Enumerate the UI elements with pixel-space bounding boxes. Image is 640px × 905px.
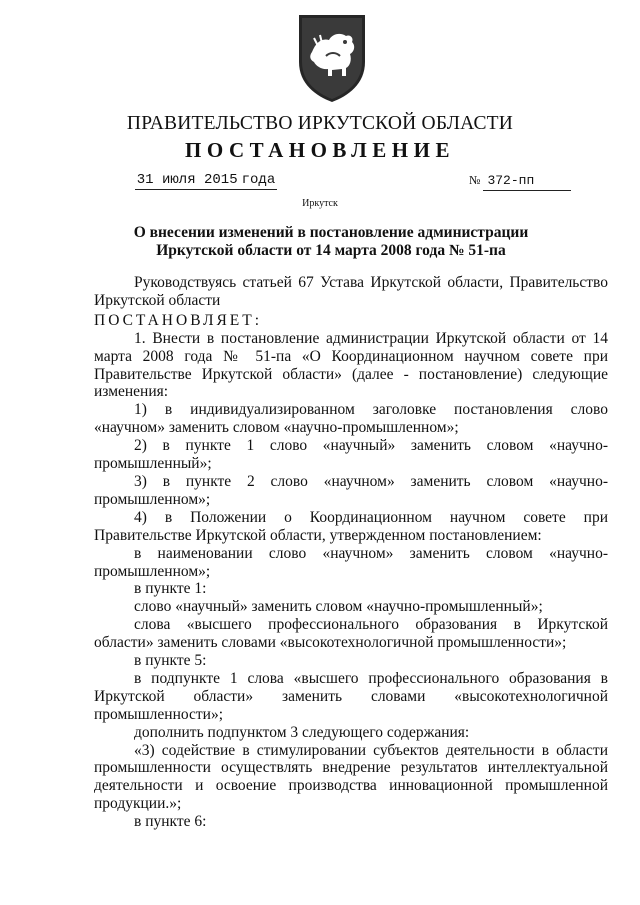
paragraph: в наименовании слово «научном» заменить словом «научно-промышленном»; bbox=[94, 544, 608, 580]
paragraph: Руководствуясь статьей 67 Устава Иркутской области, Правительство Иркутской области bbox=[94, 274, 608, 309]
document-title: О внесении изменений в постановление администрации Иркутской области от 14 марта 2008 года № 51-па bbox=[133, 224, 529, 259]
paragraph: 3) в пункте 2 слово «научном» заменить словом «научно-промышленном»; bbox=[94, 472, 608, 508]
paragraph: слово «научный» заменить словом «научно-промышленный»; bbox=[134, 598, 543, 616]
paragraph: 2) в пункте 1 слово «научный» заменить словом «научно-промышленный»; bbox=[94, 437, 608, 473]
paragraph: 1. Внести в постановление администрации Иркутской области от 14 марта 2008 года № 51-па «О Координационном научном совете при Правительстве Иркутской области» (далее - постановление) следующие изменения: bbox=[94, 329, 608, 401]
paragraph: слова «высшего профессионального образования в Иркутской области» заменить словами «высокотехнологичной промышленности»; bbox=[94, 616, 608, 652]
number-value: 372-пп bbox=[483, 172, 571, 191]
decree-keyword: ПОСТАНОВЛЯЕТ: bbox=[94, 311, 263, 329]
coat-of-arms-icon bbox=[296, 12, 368, 104]
city: Иркутск bbox=[302, 198, 338, 209]
paragraph: 1) в индивидуализированном заголовке постановления слово «научном» заменить словом «научно-промышленном»; bbox=[94, 401, 608, 437]
paragraph: дополнить подпунктом 3 следующего содержания: bbox=[134, 723, 470, 741]
document-date bbox=[135, 172, 277, 190]
paragraph: 4) в Положении о Координационном научном совете при Правительстве Иркутской области, утвержденном постановлением: bbox=[94, 508, 608, 544]
document-type: ПОСТАНОВЛЕНИЕ bbox=[185, 138, 455, 162]
paragraph: «3) содействие в стимулировании субъектов деятельности в области промышленности осуществлять внедрение результатов интеллектуальной деятельности и освоение производства инновационной промышленной продукции.»; bbox=[94, 741, 608, 813]
government-name: ПРАВИТЕЛЬСТВО ИРКУТСКОЙ ОБЛАСТИ bbox=[126, 113, 514, 134]
paragraph: в пункте 6: bbox=[134, 813, 207, 831]
paragraph: в пункте 1: bbox=[134, 580, 207, 598]
date-suffix: года bbox=[241, 172, 276, 188]
document-body bbox=[94, 274, 608, 831]
number-sign: № bbox=[469, 173, 481, 187]
paragraph: в пункте 5: bbox=[134, 652, 207, 670]
date-value: 31 июля 2015 bbox=[136, 172, 238, 188]
paragraph: в подпункте 1 слова «высшего профессионального образования в Иркутской области» заменить словами «высокотехнологичной промышленности»; bbox=[94, 669, 608, 723]
document-number bbox=[469, 171, 571, 191]
